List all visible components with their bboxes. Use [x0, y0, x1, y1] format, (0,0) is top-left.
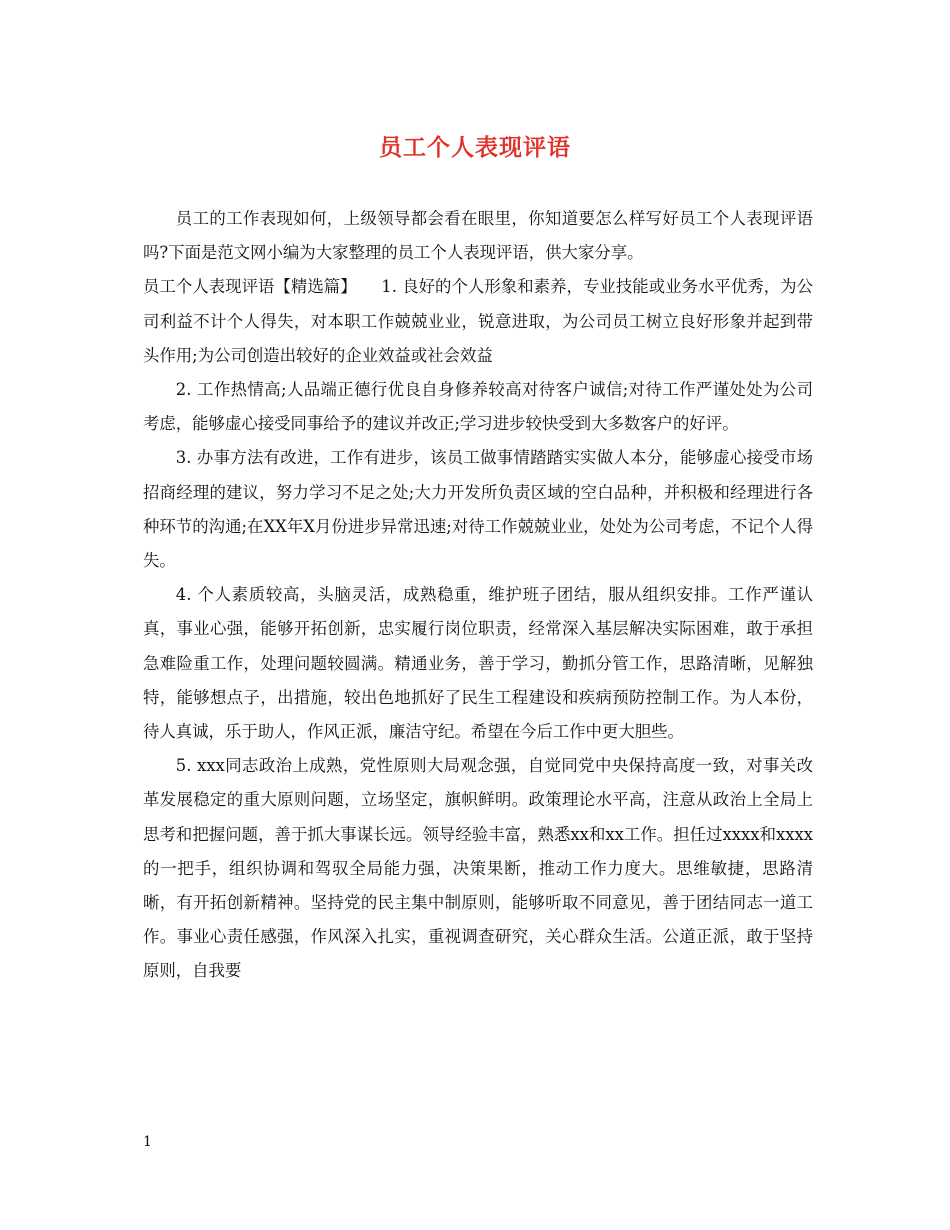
- paragraph-item-1: 员工个人表现评语【精选篇】 1. 良好的个人形象和素养，专业技能或业务水平优秀，为公司利益不计个人得失，对本职工作兢兢业业，锐意进取，为公司员工树立良好形象并起到带头作用;为公司创造出较好的企业效益或社会效益: [143, 277, 813, 365]
- paragraph-item-5: 5. xxx同志政治上成熟，党性原则大局观念强，自觉同党中央保持高度一致，对事关改革发展稳定的重大原则问题，立场坚定，旗帜鲜明。政策理论水平高，注意从政治上全局上思考和把握问题，善于抓大事谋长远。领导经验丰富，熟悉xx和xx工作。担任过xxxx和xxxx的一把手，组织协调和驾驭全局能力强，决策果断，推动工作力度大。思维敏捷，思路清晰，有开拓创新精神。坚持党的民主集中制原则，能够听取不同意见，善于团结同志一道工作。事业心责任感强，作风深入扎实，重视调查研究，关心群众生活。公道正派，敢于坚持原则，自我要: [143, 756, 813, 981]
- document-body: [143, 202, 813, 989]
- paragraph-intro: 员工的工作表现如何，上级领导都会看在眼里，你知道要怎么样写好员工个人表现评语吗?下面是范文网小编为大家整理的员工个人表现评语，供大家分享。: [143, 209, 813, 263]
- paragraph-item-4: 4. 个人素质较高，头脑灵活，成熟稳重，维护班子团结，服从组织安排。工作严谨认真，事业心强，能够开拓创新，忠实履行岗位职责，经常深入基层解决实际困难，敢于承担急难险重工作，处理问题较圆满。精通业务，善于学习，勤抓分管工作，思路清晰，见解独特，能够想点子，出措施，较出色地抓好了民生工程建设和疾病预防控制工作。为人本份，待人真诚，乐于助人，作风正派，廉洁守纪。希望在今后工作中更大胆些。: [143, 585, 813, 742]
- paragraph-item-3: 3. 办事方法有改进，工作有进步，该员工做事情踏踏实实做人本分，能够虚心接受市场招商经理的建议，努力学习不足之处;大力开发所负责区域的空白品种，并积极和经理进行各种环节的沟通;在XX年X月份进步异常迅速;对待工作兢兢业业，处处为公司考虑，不记个人得失。: [143, 448, 813, 571]
- document-title: 员工个人表现评语: [379, 134, 571, 161]
- page-number: 1: [143, 1134, 152, 1150]
- paragraph-item-2: 2. 工作热情高;人品端正德行优良自身修养较高对待客户诚信;对待工作严谨处处为公司考虑，能够虚心接受同事给予的建议并改正;学习进步较快受到大多数客户的好评。: [143, 380, 813, 434]
